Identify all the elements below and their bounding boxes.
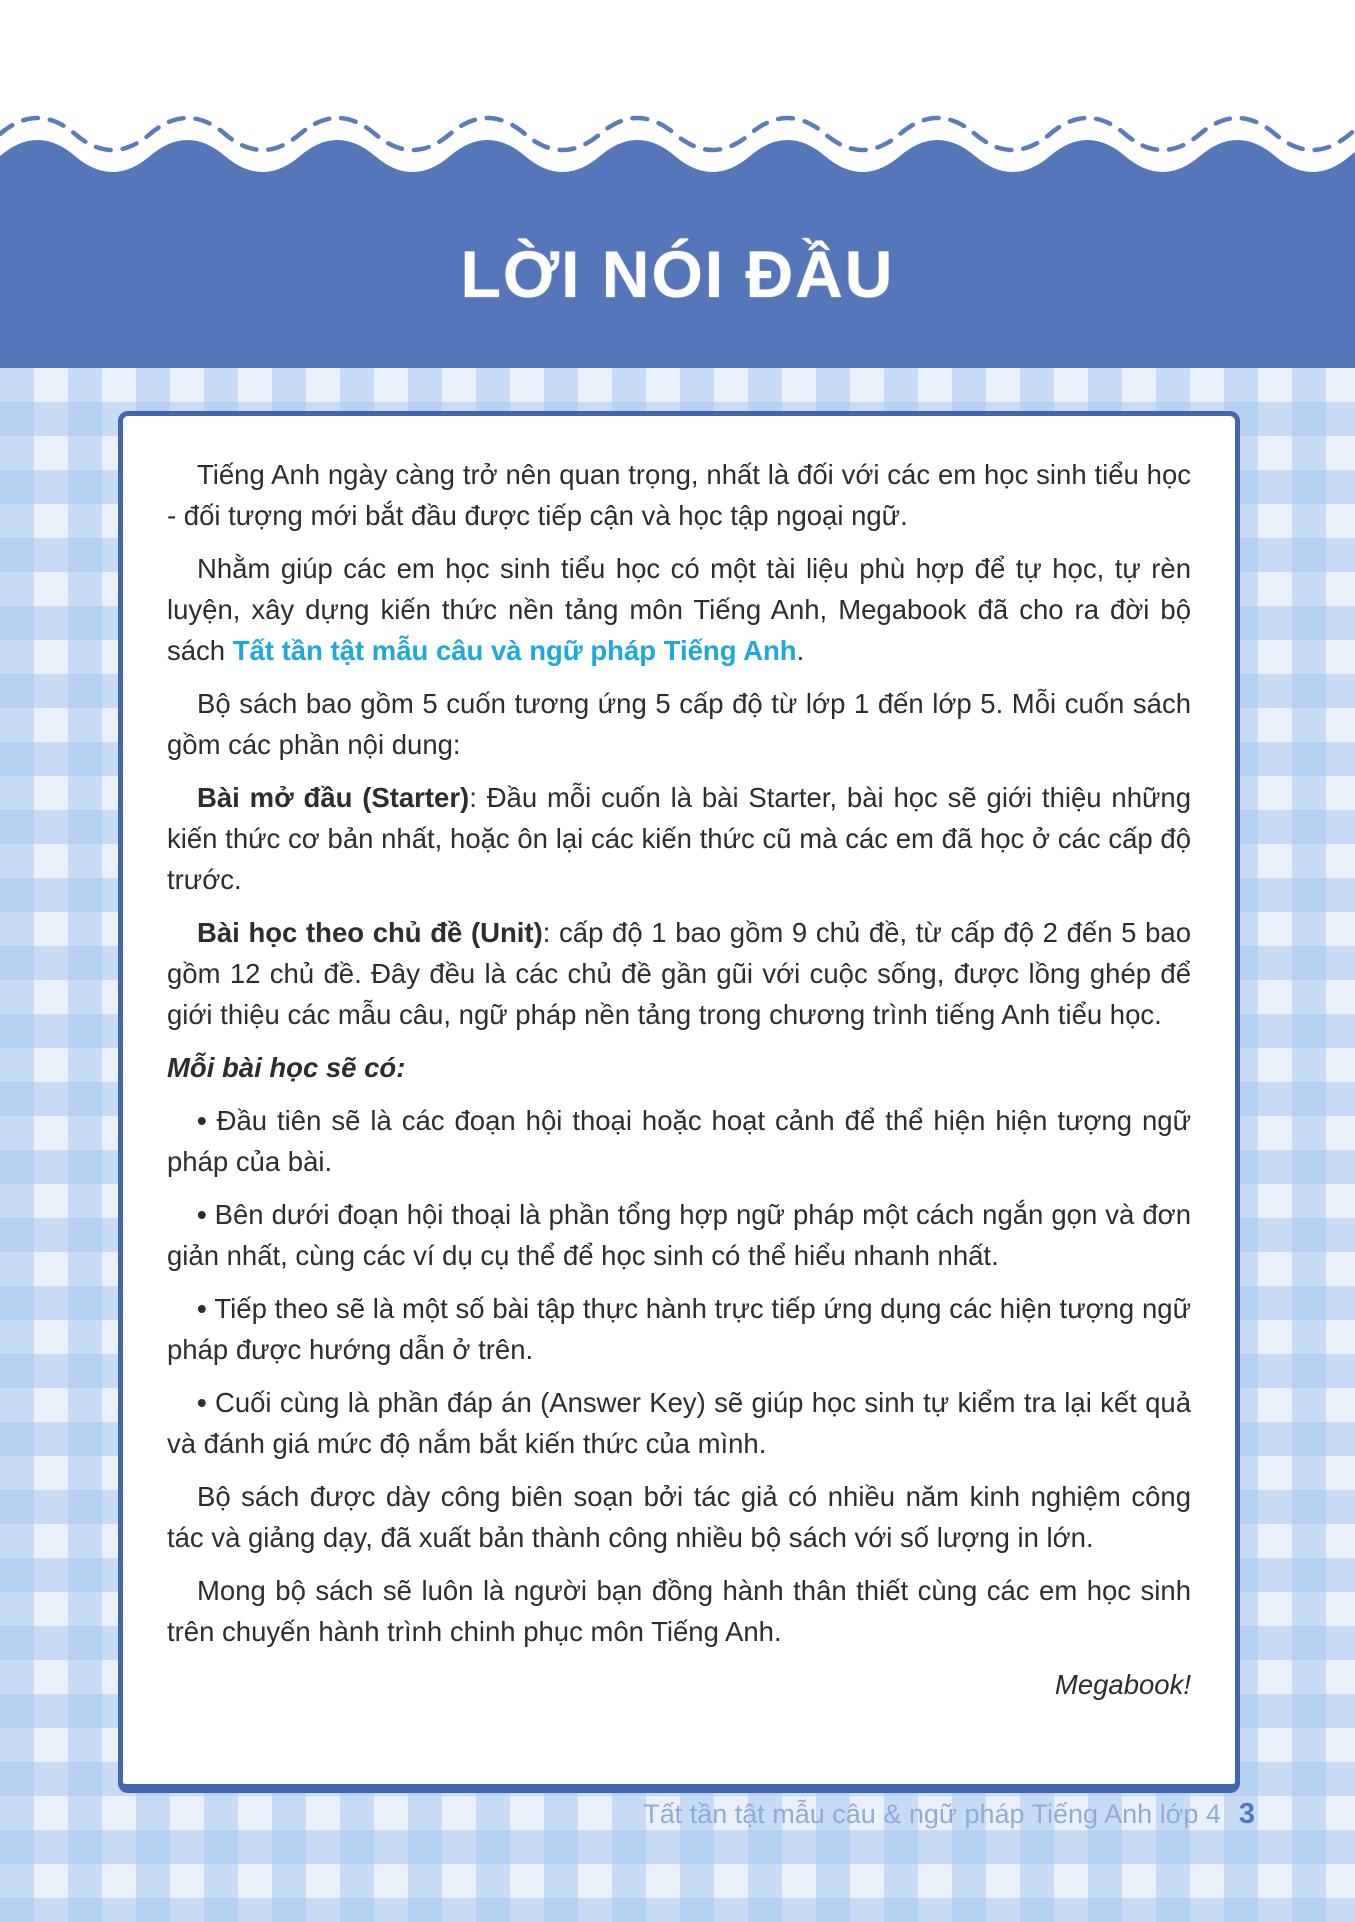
text-segment: Bài học theo chủ đề (Unit)	[197, 917, 543, 948]
text-segment: : cấp độ 1 bao gồm 9 chủ đề, từ cấp độ 2 đến 5 bao gồm 12 chủ đề. Đây đều là các chủ đề gần gũi với cuộc sống, được lồng ghép để giới thiệu các mẫu câu, ngữ pháp nền tảng trong chương trình tiếng Anh tiểu học.	[167, 917, 1191, 1030]
bullet-item	[167, 1100, 1191, 1182]
text-segment: Bộ sách được dày công biên soạn bởi tác giả có nhiều năm kinh nghiệm công tác và giảng dạy, đã xuất bản thành công nhiều bộ sách với số lượng in lớn.	[167, 1481, 1191, 1553]
text-segment: Đầu tiên sẽ là các đoạn hội thoại hoặc hoạt cảnh để thể hiện hiện tượng ngữ pháp của bài.	[167, 1105, 1191, 1177]
paragraph	[167, 1476, 1191, 1558]
text-segment: Bên dưới đoạn hội thoại là phần tổng hợp ngữ pháp một cách ngắn gọn và đơn giản nhất, cùng các ví dụ cụ thể để học sinh có thể hiểu nhanh nhất.	[167, 1199, 1191, 1271]
text-segment: Tiếng Anh ngày càng trở nên quan trọng, nhất là đối với các em học sinh tiểu học - đối tượng mới bắt đầu được tiếp cận và học tập ngoại ngữ.	[167, 459, 1191, 531]
paragraph	[167, 912, 1191, 1035]
paragraph	[167, 548, 1191, 671]
preface-body	[167, 454, 1191, 1705]
footer	[643, 1798, 1255, 1831]
paragraph	[167, 454, 1191, 536]
text-segment: Cuối cùng là phần đáp án (Answer Key) sẽ giúp học sinh tự kiểm tra lại kết quả và đánh giá mức độ nắm bắt kiến thức của mình.	[167, 1387, 1191, 1459]
content-card	[118, 411, 1240, 1793]
signature	[167, 1664, 1191, 1705]
bullet-item	[167, 1288, 1191, 1370]
wave-edge-icon	[0, 112, 1355, 195]
header-solid-band	[0, 195, 1355, 368]
text-segment: Nhằm giúp các em học sinh tiểu học có một tài liệu phù hợp để tự học, tự rèn luyện, xây dựng kiến thức nền tảng môn Tiếng Anh, Megabook đã cho ra đời bộ sách	[167, 553, 1191, 666]
text-segment: Tiếp theo sẽ là một số bài tập thực hành trực tiếp ứng dụng các hiện tượng ngữ pháp được hướng dẫn ở trên.	[167, 1293, 1191, 1365]
text-segment: Bài mở đầu (Starter)	[197, 782, 470, 813]
series-title-highlight: Tất tần tật mẫu câu và ngữ pháp Tiếng Anh	[232, 635, 797, 666]
paragraph	[167, 777, 1191, 900]
text-segment: Mỗi bài học sẽ có:	[167, 1052, 406, 1083]
text-segment: : Đầu mỗi cuốn là bài Starter, bài học sẽ giới thiệu những kiến thức cơ bản nhất, hoặc ôn lại các kiến thức cũ mà các em đã học ở các cấp độ trước.	[167, 782, 1191, 895]
bullet-icon: •	[197, 1199, 215, 1230]
paragraph	[167, 1570, 1191, 1652]
text-segment: Bộ sách bao gồm 5 cuốn tương ứng 5 cấp độ từ lớp 1 đến lớp 5. Mỗi cuốn sách gồm các phần nội dung:	[167, 688, 1191, 760]
text-segment: Megabook!	[1054, 1669, 1191, 1700]
text-segment: Mong bộ sách sẽ luôn là người bạn đồng hành thân thiết cùng các em học sinh trên chuyến hành trình chinh phục môn Tiếng Anh.	[167, 1575, 1191, 1647]
section-heading	[167, 1047, 1191, 1088]
page-number: 3	[1238, 1798, 1255, 1830]
footer-book-title: Tất tần tật mẫu câu & ngữ pháp Tiếng Anh lớp 4	[643, 1799, 1221, 1829]
page-title: LỜI NÓI ĐẦU	[460, 236, 895, 311]
text-segment: .	[796, 635, 805, 666]
bullet-icon: •	[197, 1105, 217, 1136]
bullet-item	[167, 1194, 1191, 1276]
header-banner	[0, 112, 1355, 368]
bullet-icon: •	[197, 1387, 215, 1418]
bullet-item	[167, 1382, 1191, 1464]
paragraph	[167, 683, 1191, 765]
bullet-icon: •	[197, 1293, 215, 1324]
